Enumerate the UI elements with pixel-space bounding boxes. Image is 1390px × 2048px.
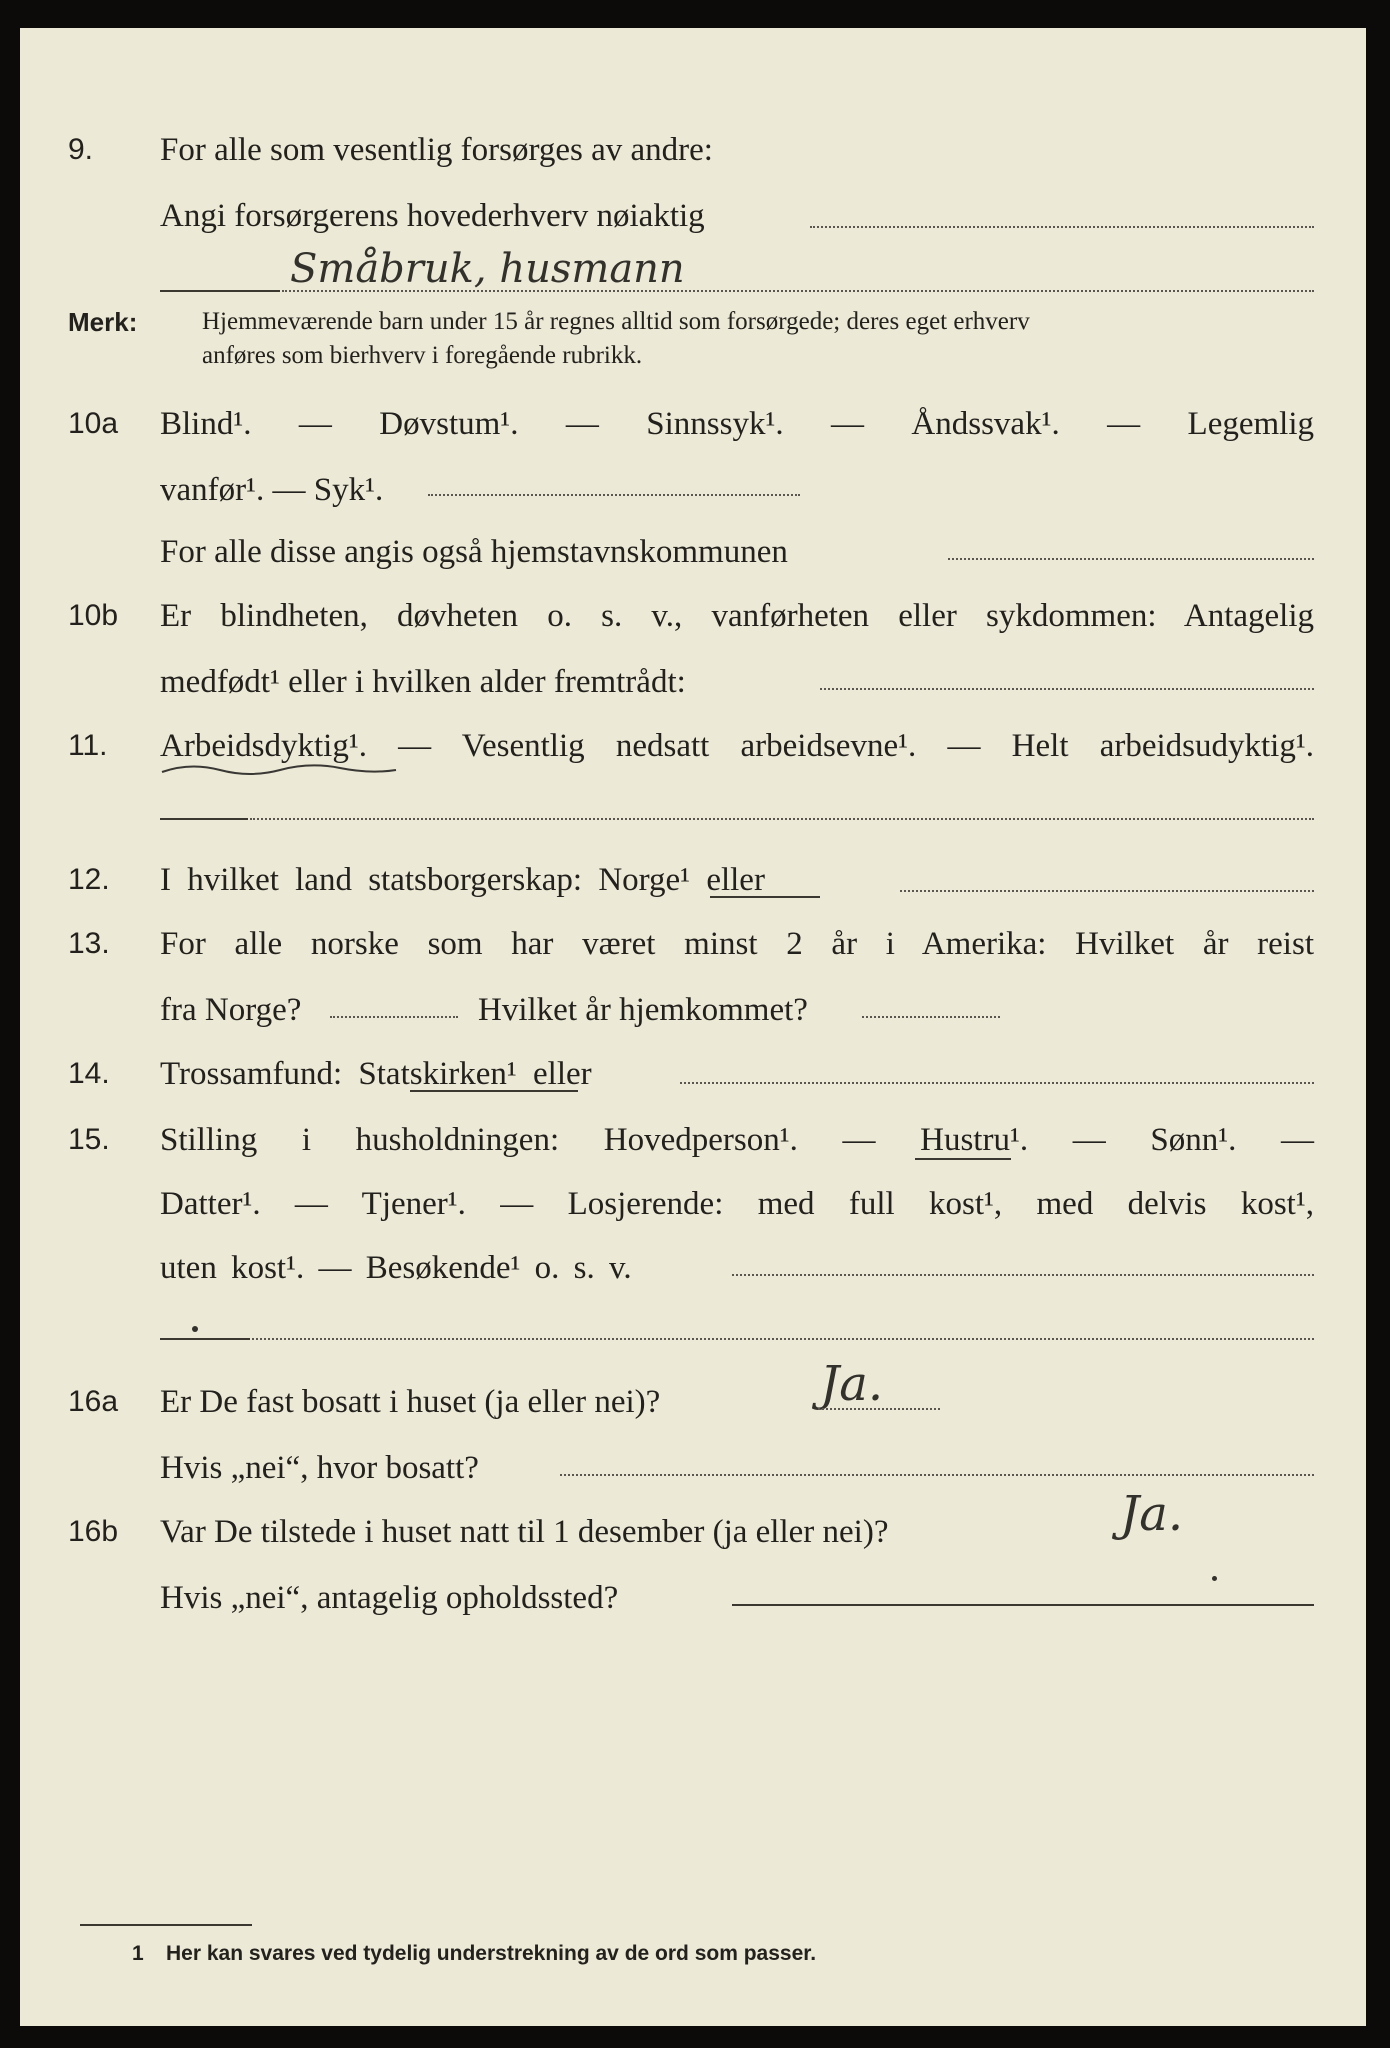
ink-dot [192, 1326, 198, 1332]
q13-text2a: fra Norge? [160, 992, 302, 1028]
merk-line1: Hjemmeværende barn under 15 år regnes alltid som forsørgede; deres eget erhverv [202, 308, 1030, 335]
q10b-leader [820, 688, 1314, 690]
q14-number: 14. [68, 1057, 110, 1090]
q9-text: For alle som vesentlig forsørges av andre: [160, 132, 713, 168]
q13-text1: For alle norske som har været minst 2 år i Amerika: Hvilket år reist [160, 926, 1314, 962]
q15-hustru-underline [915, 1158, 1011, 1160]
q11-answer-line-start [160, 818, 248, 820]
q15-answer-line-start [160, 1338, 250, 1340]
q9-answer-line-start [160, 290, 280, 292]
q15-text2: Datter¹. — Tjener¹. — Losjerende: med full kost¹, med delvis kost¹, [160, 1186, 1314, 1222]
q13-hjemkommet-leader [862, 1016, 1000, 1018]
q9-prompt-leader [810, 226, 1314, 228]
ink-dot-2 [1212, 1576, 1217, 1581]
q11-number: 11. [68, 729, 108, 762]
footnote-text: Her kan svares ved tydelig understrekning av de ord som passer. [166, 1942, 817, 1965]
q13-text2b: Hvilket år hjemkommet? [478, 992, 808, 1028]
footnote-rule [80, 1924, 252, 1926]
q11-answer-line [250, 818, 1314, 820]
q16a-number: 16a [68, 1385, 119, 1418]
merk-label: Merk: [68, 307, 138, 337]
q14-leader [680, 1082, 1314, 1084]
q16a-text2: Hvis „nei“, hvor bosatt? [160, 1450, 479, 1486]
q16a-bosatt-leader [560, 1474, 1314, 1476]
q12-leader [900, 890, 1314, 892]
q14-text: Trossamfund: Statskirken¹ eller [160, 1056, 592, 1092]
q13-reist-leader [330, 1016, 458, 1018]
q9-answer-line [282, 290, 1314, 292]
q15-leader [732, 1274, 1314, 1276]
q15-number: 15. [68, 1123, 110, 1156]
q9-handwritten-answer[interactable]: Småbruk, husmann [290, 246, 685, 292]
q15-answer-line [252, 1338, 1314, 1340]
q15-text1: Stilling i husholdningen: Hovedperson¹. — Hustru¹. — Sønn¹. — [160, 1122, 1314, 1158]
q10a-syk-leader [428, 494, 800, 496]
q16b-text2: Hvis „nei“, antagelig opholdssted? [160, 1580, 619, 1616]
q16b-handwritten-answer[interactable]: Ja. [1120, 1486, 1184, 1542]
q12-norge-underline [710, 896, 820, 898]
q11-text: Arbeidsdyktig¹. — Vesentlig nedsatt arbeidsevne¹. — Helt arbeidsudyktig¹. [160, 728, 1314, 764]
q16b-opholdssted-line [732, 1604, 1314, 1606]
q12-number: 12. [68, 863, 110, 896]
q12-text: I hvilket land statsborgerskap: Norge¹ eller [160, 862, 765, 898]
q10a-number: 10a [68, 407, 119, 440]
q14-statskirken-underline [410, 1090, 578, 1092]
q10a-text1: Blind¹. — Døvstum¹. — Sinnssyk¹. — Åndssvak¹. — Legemlig [160, 406, 1314, 442]
q10b-text1: Er blindheten, døvheten o. s. v., vanførheten eller sykdommen: Antagelig [160, 598, 1314, 634]
q13-number: 13. [68, 927, 110, 960]
q11-handwritten-underline [160, 758, 400, 780]
census-form-page [20, 28, 1366, 2026]
q15-text3: uten kost¹. — Besøkende¹ o. s. v. [160, 1250, 632, 1286]
q9-number: 9. [68, 133, 94, 166]
q10a-text2: vanfør¹. — Syk¹. [160, 472, 384, 508]
q16a-text1: Er De fast bosatt i huset (ja eller nei)? [160, 1384, 661, 1420]
q16b-text1: Var De tilstede i huset natt til 1 desember (ja eller nei)? [160, 1514, 889, 1550]
q16a-handwritten-answer[interactable]: Ja. [820, 1356, 884, 1412]
q10b-number: 10b [68, 599, 119, 632]
q16b-number: 16b [68, 1515, 119, 1548]
q10a-text3: For alle disse angis også hjemstavnskommunen [160, 534, 788, 570]
footnote-mark: 1 [132, 1942, 144, 1965]
q16a-leader [818, 1408, 940, 1410]
q10a-hjemstavn-leader [948, 558, 1314, 560]
q9-prompt: Angi forsørgerens hovederhverv nøiaktig [160, 198, 705, 234]
q10b-text2: medfødt¹ eller i hvilken alder fremtrådt: [160, 664, 686, 700]
merk-line2: anføres som bierhverv i foregående rubrikk. [202, 342, 643, 369]
